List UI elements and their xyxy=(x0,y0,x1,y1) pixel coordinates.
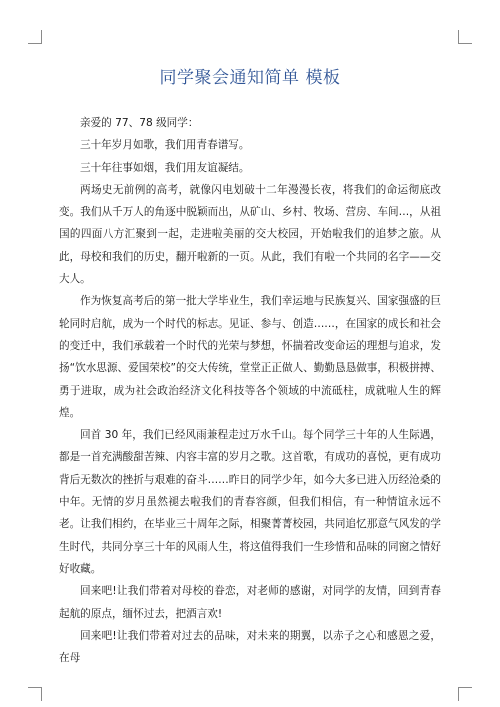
page-corner-mark-bottom-left xyxy=(28,687,42,701)
page-corner-mark-bottom-right xyxy=(458,687,472,701)
salutation: 亲爱的 77、78 级同学： xyxy=(80,117,199,129)
paragraph: 三十年往事如烟，我们用友谊凝结。 xyxy=(80,161,250,174)
paragraph: 回来吧!让我们带着对母校的眷恋，对老师的感谢，对同学的友情，回到青春起航的原点，缅怀过去，把酒言欢! xyxy=(59,585,441,620)
paragraph: 两场史无前例的高考，就像闪电划破十二年漫漫长夜，将我们的命运彻底改变。我们从千万人的角逐中脱颖而出，从矿山、乡村、牧场、营房、车间…，从祖国的四面八方汇聚到一起，走进啦美丽的交大校园，开始啦我们的追梦之旅。从此，母校和我们的历史，翻开啦新的一页。从此，我们有啦一个共同的名字——交大人。 xyxy=(59,183,441,286)
page-corner-mark-top-right xyxy=(458,30,472,44)
document-body xyxy=(59,112,441,669)
paragraph: 回首 30 年，我们已经风雨兼程走过万水千山。每个同学三十年的人生际遇，都是一首充满酸甜苦辣、内容丰富的岁月之歌。这首歌，有成功的喜悦，更有成功背后无数次的挫折与艰难的奋斗……昨日的同学少年，如今大多已进入历经沧桑的中年。无情的岁月虽然褪去啦我们的青春容颜，但我们相信，有一种情谊永远不老。让我们相约，在毕业三十周年之际，相聚菁菁校园，共同追忆那意气风发的学生时代，共同分享三十年的风雨人生，将这值得我们一生珍惜和品味的同窗之情好好收藏。 xyxy=(59,429,441,575)
paragraph: 作为恢复高考后的第一批大学毕业生，我们幸运地与民族复兴、国家强盛的巨轮同时启航，成为一个时代的标志。见证、参与、创造……，在国家的成长和社会的变迁中，我们承载着一个时代的光荣与梦想，怀揣着改变命运的理想与追求，发扬“饮水思源、爱国荣校”的交大传统，堂堂正正做人、勤勤恳恳做事，积极拼搏、勇于进取，成为社会政治经济文化科技等各个领域的中流砥柱，成就啦人生的辉煌。 xyxy=(59,295,441,419)
document-title: 同学聚会通知简单 模板 xyxy=(159,68,341,88)
paragraph: 三十年岁月如歌，我们用青春谱写。 xyxy=(80,139,250,152)
page-corner-mark-top-left xyxy=(28,30,42,44)
paragraph: 回来吧!让我们带着对过去的品味，对未来的期翼，以赤子之心和感恩之爱，在母 xyxy=(59,629,441,665)
